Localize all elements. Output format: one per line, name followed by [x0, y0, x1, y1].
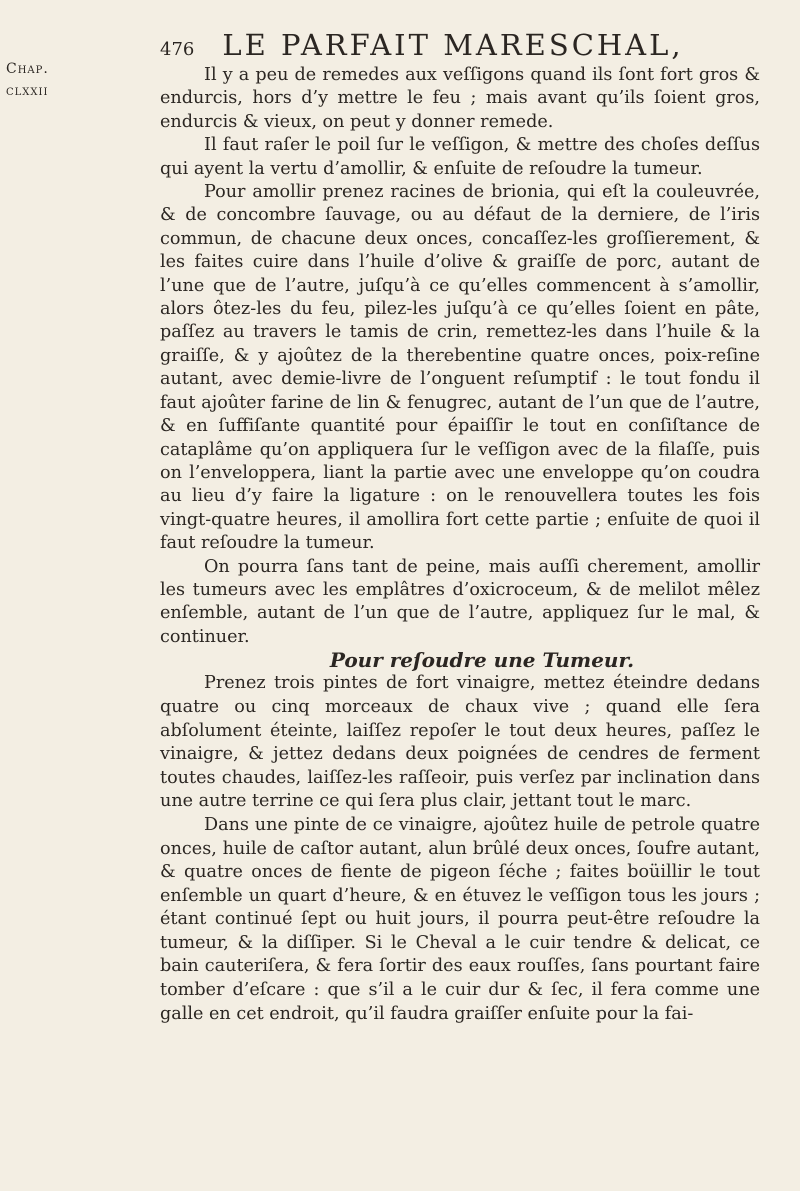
section-heading: Pour reſoudre une Tumeur.	[329, 648, 635, 673]
margin-chapter-number: clxxii	[6, 83, 49, 99]
page-number: 476	[160, 39, 195, 60]
paragraph: Dans une pinte de ce vinaigre, ajoûtez huile de petrole quatre onces, huile de caſtor autant, alun brûlé deux onces, ſoufre autant, & quatre onces de fiente de pigeon ſéche ; faites boüillir le tout enſemble un quart d’heure, & en étuvez le veſſigon tous les jours ; étant continué ſept ou huit jours, il pourra peut-être reſoudre la tumeur, & la diſſiper. Si le Cheval a le cuir tendre & delicat, ce bain cauteriſera, & fera ſortir des eaux rouſſes, ſans pourtant faire tomber d’eſcare : que s’il a le cuir dur & ſec, il fera comme une galle en cet endroit, qu’il faudra graiſſer enſuite pour la fai-	[160, 814, 760, 1024]
body-text	[160, 64, 760, 1026]
paragraph: Il y a peu de remedes aux veſſigons quand ils ſont fort gros & endurcis, hors d’y mettre le feu ; mais avant qu’ils ſoient gros, endurcis & vieux, on peut y donner remede.	[160, 65, 760, 132]
paragraph: Pour amollir prenez racines de brionia, qui eſt la couleuvrée, & de concombre ſauvage, ou au défaut de la derniere, de l’iris commun, de chacune deux onces, concaſſez-les groſſierement, & les faites cuire dans l’huile d’olive & graiſſe de porc, autant de l’une que de l’autre, juſqu’à ce qu’elles commencent à s’amollir, alors ôtez-les du feu, pilez-les juſqu’à ce qu’elles ſoient en pâte, paſſez au travers le tamis de crin, remettez-les dans l’huile & la graiſſe, & y ajoûtez de la therebentine quatre onces, poix-reſine autant, avec demie-livre de l’onguent reſumptif : le tout fondu il faut ajoûter farine de lin & fenugrec, autant de l’un que de l’autre, & en ſuffiſante quantité pour épaiſſir le tout en conſiſtance de cataplâme qu’on appliquera ſur le veſſigon avec de la filaſſe, puis on l’enveloppera, liant la partie avec une enveloppe qu’on coudra au lieu d’y faire la ligature : on le renouvellera toutes les fois vingt-quatre heures, il amollira fort cette partie ; enſuite de quoi il faut reſoudre la tumeur.	[160, 182, 760, 554]
running-title: LE PARFAIT MARESCHAL,	[222, 28, 684, 62]
paragraph: Il faut raſer le poil ſur le veſſigon, & mettre des choſes deſſus qui ayent la vertu d’amollir, & enſuite de reſoudre la tumeur.	[160, 135, 760, 179]
top-paragraphs	[160, 64, 760, 649]
section-paragraphs	[160, 672, 760, 1026]
page-header	[160, 28, 760, 62]
margin-chapter-note	[6, 58, 49, 102]
paragraph: On pourra ſans tant de peine, mais auſſi cherement, amollir les tumeurs avec les emplâtres d’oxicroceum, & de melilot mêlez enſemble, autant de l’un que de l’autre, appliquez ſur le mal, & continuer.	[160, 556, 760, 647]
paragraph: Prenez trois pintes de fort vinaigre, mettez éteindre dedans quatre ou cinq morceaux de chaux vive ; quand elle ſera abſolument éteinte, laiſſez repoſer le tout deux heures, paſſez le vinaigre, & jettez dedans deux poignées de cendres de ferment toutes chaudes, laiſſez-les raſſeoir, puis verſez par inclination dans une autre terrine ce qui ſera plus clair, jettant tout le marc.	[160, 673, 760, 812]
margin-chapter-label: Chap.	[6, 61, 49, 77]
